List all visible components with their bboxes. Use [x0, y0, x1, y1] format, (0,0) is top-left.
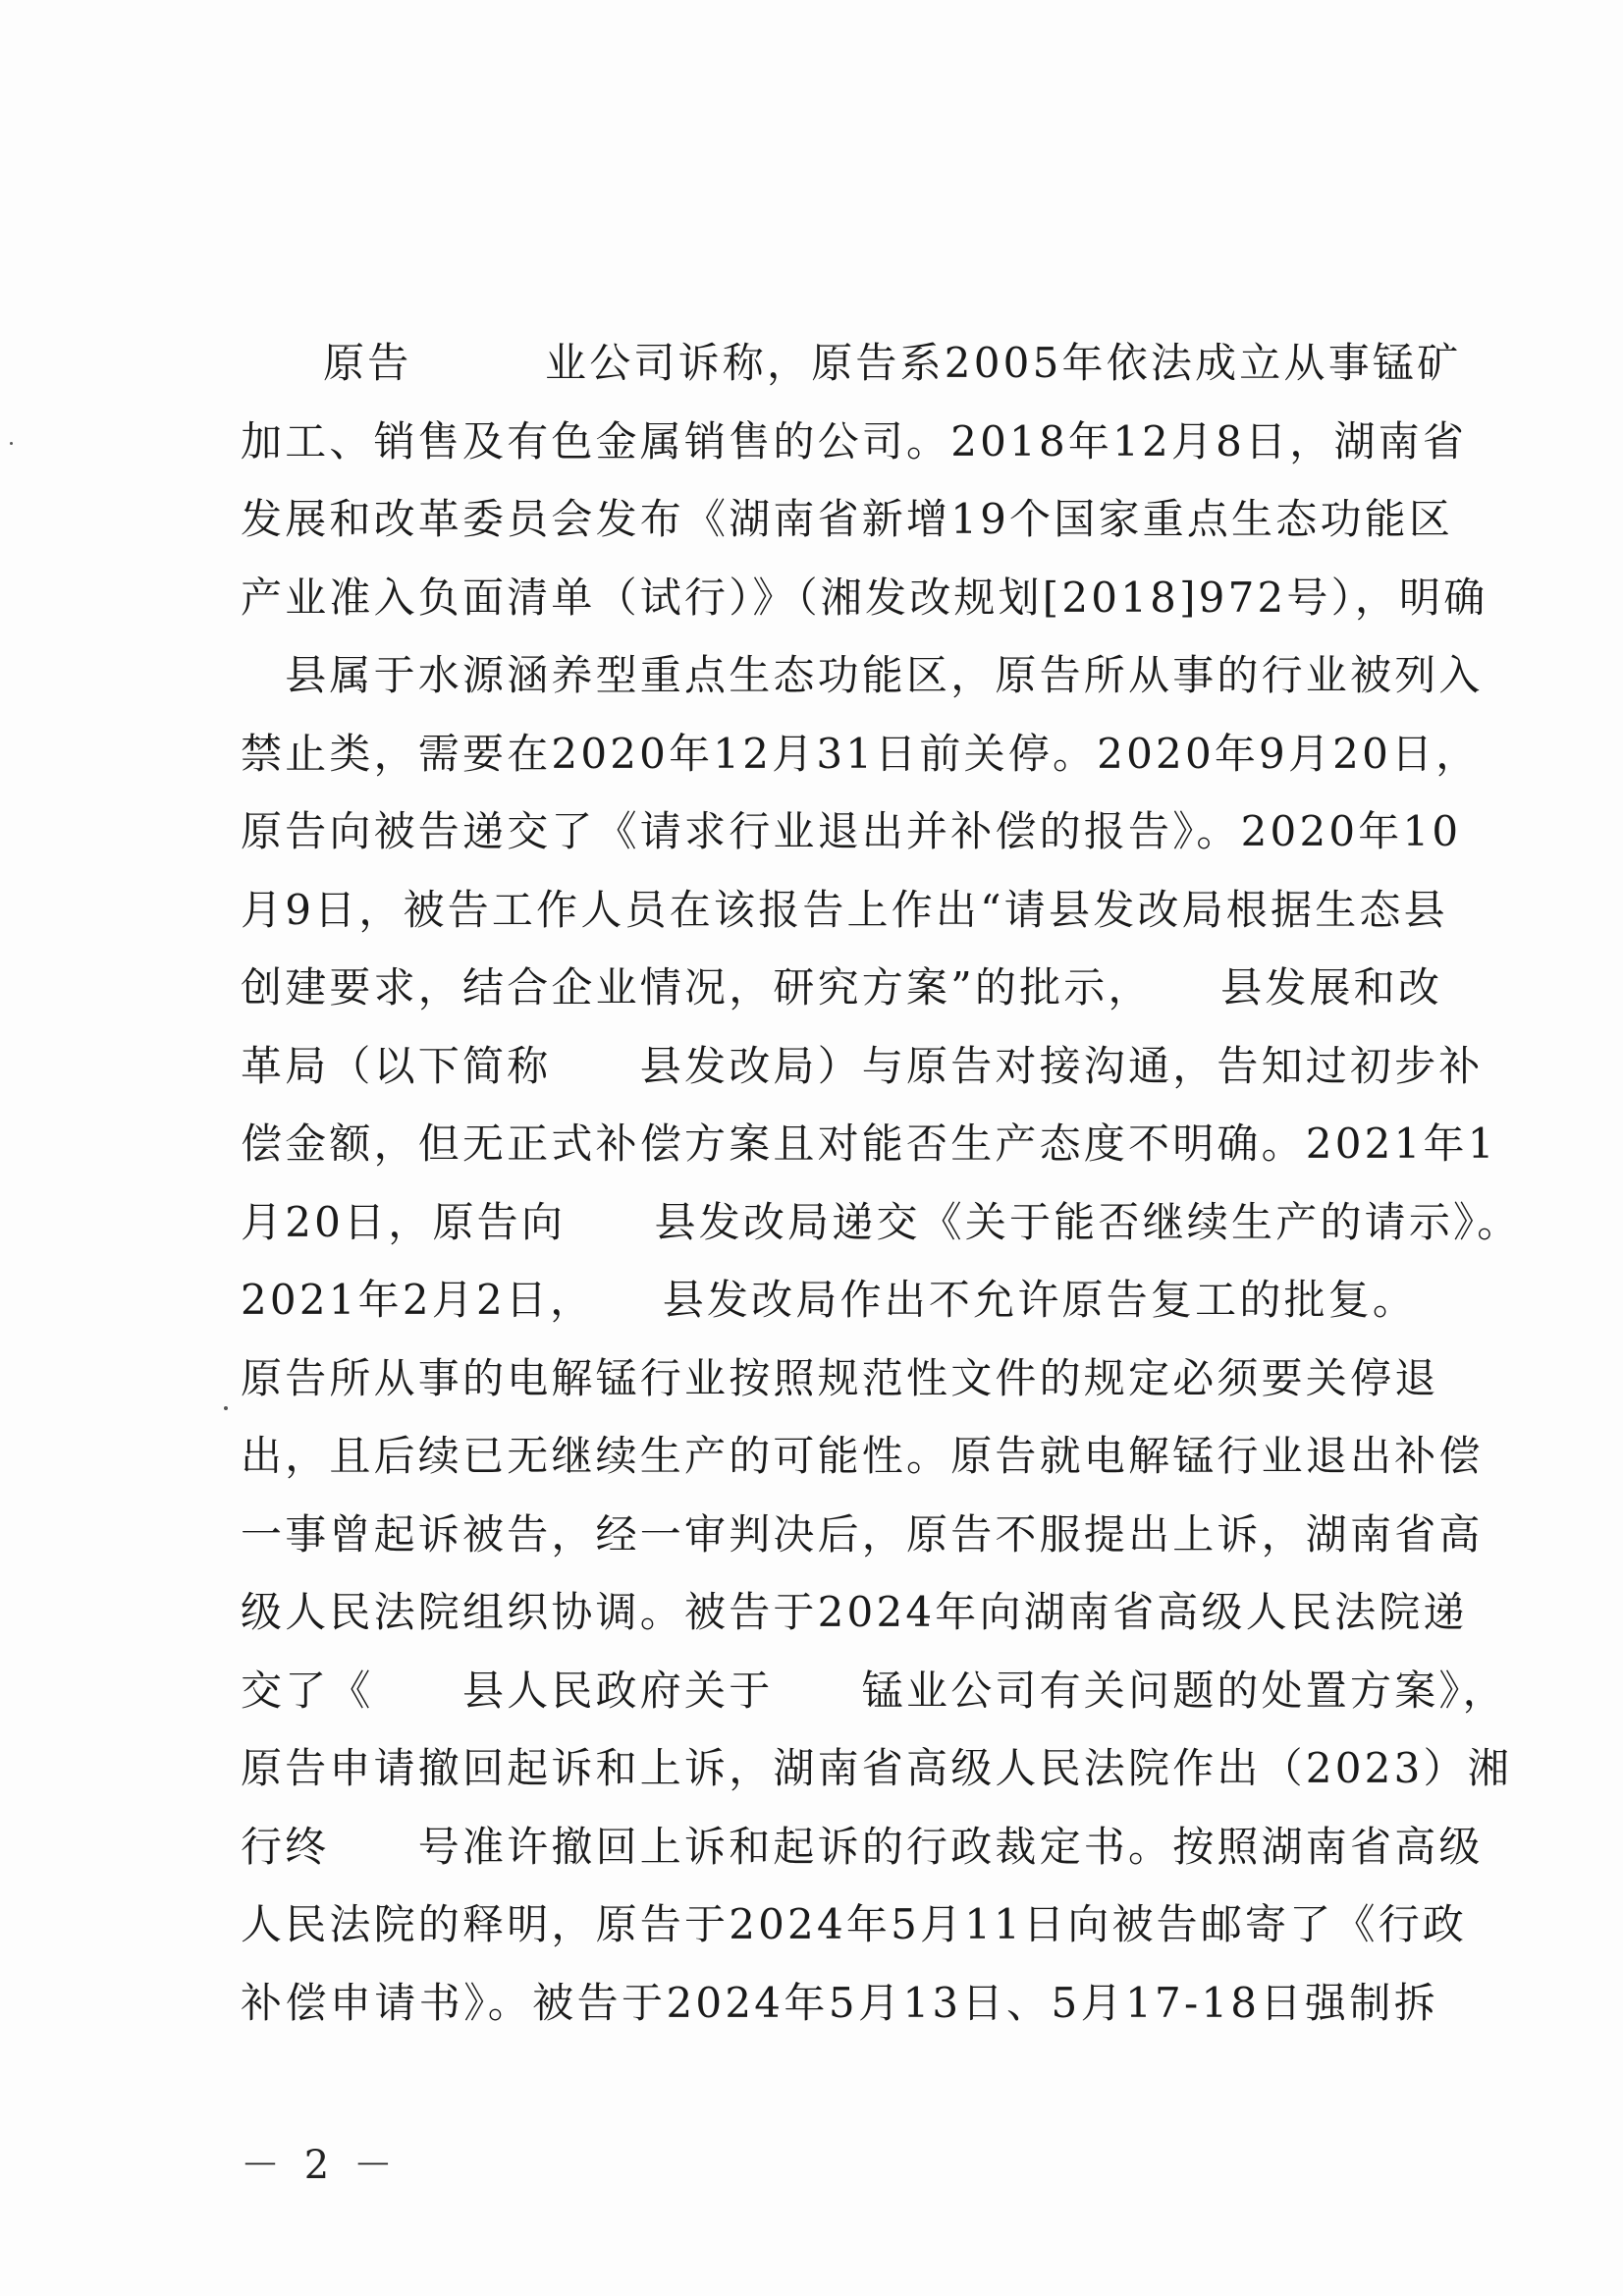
text-line: 禁止类，需要在2020年12月31日前关停。2020年9月20日， — [241, 729, 1481, 778]
text-line: 出，且后续已无继续生产的可能性。原告就电解锰行业退出补偿 — [241, 1432, 1484, 1480]
text-line: 级人民法院组织协调。被告于2024年向湖南省高级人民法院递 — [241, 1588, 1468, 1636]
text-line: 原告所从事的电解锰行业按照规范性文件的规定必须要关停退 — [241, 1353, 1439, 1402]
text-line: 原告向被告递交了《请求行业退出并补偿的报告》。2020年10 — [241, 807, 1462, 855]
text-line: 月9日，被告工作人员在该报告上作出“请县发改局根据生态县 — [241, 885, 1448, 934]
document-body — [241, 324, 1522, 2042]
scan-speck — [224, 1406, 228, 1410]
text-line: 原告 业公司诉称，原告系2005年依法成立从事锰矿 — [323, 339, 1462, 387]
page-number: － 2 － — [241, 2143, 399, 2188]
text-line: 产业准入负面清单（试行）》（湘发改规划[2018]972号），明确 — [241, 573, 1488, 622]
text-line: 原告申请撤回起诉和上诉，湖南省高级人民法院作出（2023）湘 — [241, 1744, 1512, 1792]
text-line: 发展和改革委员会发布《湖南省新增19个国家重点生态功能区 — [241, 495, 1454, 543]
text-line: 偿金额，但无正式补偿方案且对能否生产态度不明确。2021年1 — [241, 1120, 1497, 1168]
text-line: 革局（以下简称 县发改局）与原告对接沟通，告知过初步补 — [241, 1041, 1484, 1090]
scan-speck — [10, 442, 13, 445]
text-line: 县属于水源涵养型重点生态功能区，原告所从事的行业被列入 — [241, 651, 1484, 699]
text-line: 加工、销售及有色金属销售的公司。2018年12月8日，湖南省 — [241, 416, 1468, 465]
text-line: 创建要求，结合企业情况，研究方案”的批示， 县发展和改 — [241, 963, 1443, 1011]
text-line: 交了《 县人民政府关于 锰业公司有关问题的处置方案》， — [241, 1666, 1507, 1715]
text-line: 月20日，原告向 县发改局递交《关于能否继续生产的请示》。 — [241, 1197, 1522, 1246]
text-line: 行终 号准许撤回上诉和起诉的行政裁定书。按照湖南省高级 — [241, 1822, 1484, 1871]
text-line: 一事曾起诉被告，经一审判决后，原告不服提出上诉，湖南省高 — [241, 1509, 1484, 1558]
text-line: 人民法院的释明，原告于2024年5月11日向被告邮寄了《行政 — [241, 1900, 1468, 1948]
text-line: 补偿申请书》。被告于2024年5月13日、5月17-18日强制拆 — [241, 1978, 1438, 2027]
text-line: 2021年2月2日， 县发改局作出不允许原告复工的批复。 — [241, 1276, 1418, 1324]
